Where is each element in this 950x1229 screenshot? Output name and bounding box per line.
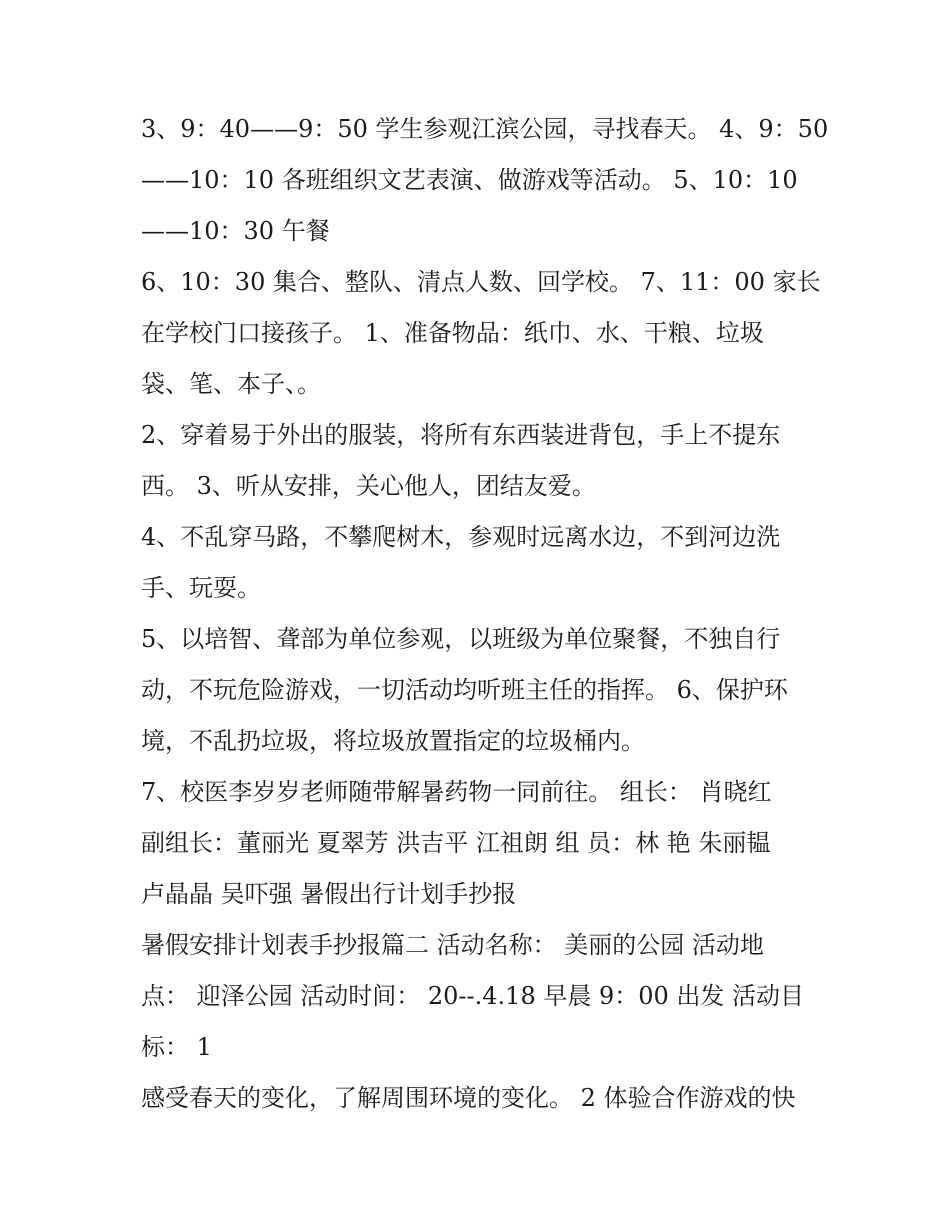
document-body xyxy=(141,104,829,1124)
text-line-1: 3、9：40——9：50 学生参观江滨公园，寻找春天。 4、9：50 xyxy=(141,115,829,143)
text-line-16: 卢晶晶 吴吓强 暑假出行计划手抄报 xyxy=(141,880,517,908)
text-line-18: 点： 迎泽公园 活动时间： 20--.4.18 早晨 9：00 出发 活动目 xyxy=(141,982,805,1010)
text-line-3: ——10：30 午餐 xyxy=(141,217,330,245)
text-line-12: 动，不玩危险游戏，一切活动均听班主任的指挥。 6、保护环 xyxy=(141,676,788,704)
text-line-7: 2、穿着易于外出的服装，将所有东西装进背包，手上不提东 xyxy=(141,421,781,449)
text-line-9: 4、不乱穿马路，不攀爬树木，参观时远离水边，不到河边洗 xyxy=(141,523,781,551)
text-line-2: ——10：10 各班组织文艺表演、做游戏等活动。 5、10：10 xyxy=(141,166,798,194)
text-line-17: 暑假安排计划表手抄报篇二 活动名称： 美丽的公园 活动地 xyxy=(141,931,764,959)
text-line-19: 标： 1 xyxy=(141,1033,212,1061)
text-line-14: 7、校医李岁岁老师随带解暑药物一同前往。 组长： 肖晓红 xyxy=(141,778,772,806)
text-line-15: 副组长：董丽光 夏翠芳 洪吉平 江祖朗 组 员：林 艳 朱丽韫 xyxy=(141,829,771,857)
text-line-13: 境，不乱扔垃圾，将垃圾放置指定的垃圾桶内。 xyxy=(141,727,645,755)
text-line-6: 袋、笔、本子、。 xyxy=(141,370,321,398)
text-line-10: 手、玩耍。 xyxy=(141,574,261,602)
text-line-11: 5、以培智、聋部为单位参观，以班级为单位聚餐，不独自行 xyxy=(141,625,781,653)
text-line-4: 6、10：30 集合、整队、清点人数、回学校。 7、11：00 家长 xyxy=(141,268,821,296)
text-line-5: 在学校门口接孩子。 1、准备物品：纸巾、水、干粮、垃圾 xyxy=(141,319,764,347)
text-line-8: 西。 3、听从安排，关心他人，团结友爱。 xyxy=(141,472,596,500)
text-line-20: 感受春天的变化，了解周围环境的变化。 2 体验合作游戏的快 xyxy=(141,1084,796,1112)
